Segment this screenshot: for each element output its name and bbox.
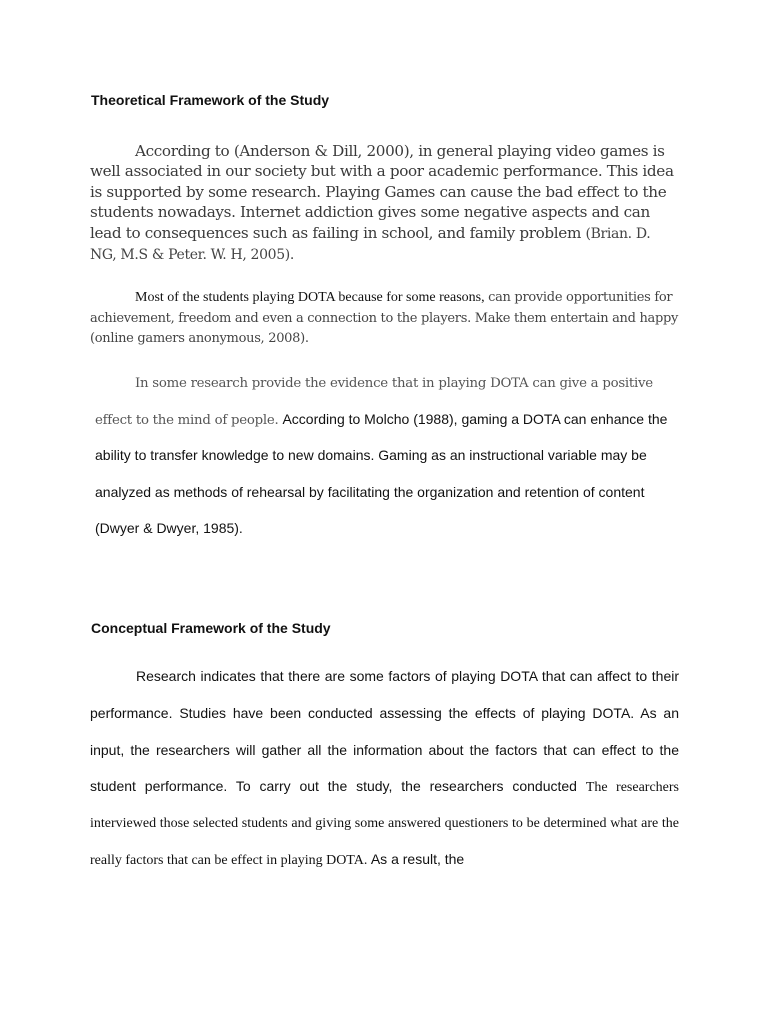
paragraph-students-dota-part2: can provide opportunities for achievement, freedom and even a connection to the players. Make them entertain and happy (online gamers anonymous, 2008).	[90, 290, 679, 346]
paragraph-positive-effect	[95, 366, 680, 548]
heading-conceptual-framework: Conceptual Framework of the Study	[91, 620, 331, 636]
paragraph-positive-effect-part2: According to Molcho (1988), gaming a DOTA can enhance the ability to transfer knowledge to new domains. Gaming as an instructional variable may be analyzed as methods of rehearsal by facilitating the organization and retention of content (Dwyer & Dwyer, 1985).	[95, 410, 668, 536]
paragraph-research-indicates-part2: The researchers interviewed those selected students and giving some answered questioners to be determined what are the really factors that can be effect in playing DOTA.	[90, 780, 680, 868]
paragraph-anderson-dill	[90, 141, 680, 265]
paragraph-research-indicates-part1: Research indicates that there are some factors of playing DOTA that can affect to their performance. Studies have been conducted assessing the effects of playing DOTA. As an input, the researchers will gather all the information about the factors that can effect to the student performance. To carry out the study, the researchers conducted	[90, 668, 679, 795]
paragraph-research-indicates	[90, 659, 679, 879]
citation-brian-ng: (Brian. D. NG, M.S & Peter. W. H, 2005).	[90, 225, 651, 264]
paragraph-positive-effect-part1: In some research provide the evidence that in playing DOTA can give a positive effect to the mind of people.	[95, 376, 653, 428]
paragraph-students-dota-part1: Most of the students playing DOTA because for some reasons,	[135, 290, 489, 305]
paragraph-students-dota	[90, 288, 680, 350]
paragraph-anderson-dill-text: According to (Anderson & Dill, 2000), in general playing video games is well associated in our society but with a poor academic performance. This idea is supported by some research. Playing Games can cause the bad effect to the students nowadays. Internet addiction gives some negative aspects and can lead to consequences such as failing in school, and family problem	[90, 142, 674, 242]
paragraph-research-indicates-part3: As a result, the	[370, 850, 465, 867]
heading-theoretical-framework: Theoretical Framework of the Study	[91, 92, 330, 108]
